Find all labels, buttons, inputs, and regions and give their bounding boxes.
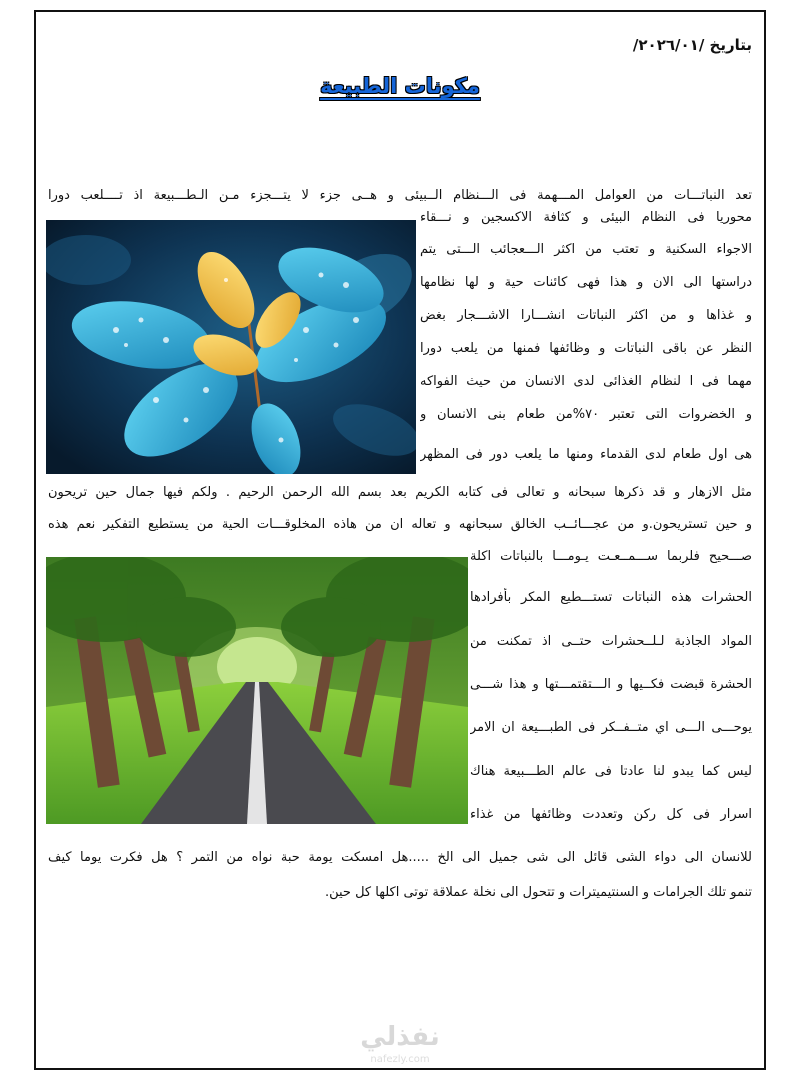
paragraph-line: مهما فى ا لنظام الغذائى لدى الانسان من حيث الفواكه	[420, 374, 752, 389]
watermark-logo: نفذلي	[360, 1022, 440, 1052]
paragraph-line: تعد النباتـــات من العوامل المـــهمة فى الـــنظام الــبيئى و هــى جزء لا يتـــجزء مـن الـطـــبيعة اذ تــــلعب دورا	[48, 188, 752, 203]
page-title: مكونات الطبيعة	[320, 74, 480, 98]
paragraph-line: مثل الازهار و قد ذكرها سبحانه و تعالى فى كتابه الكريم بعد بسم الله الرحمن الرحيم . ولكم فيها جمال حين تريحون	[48, 485, 752, 500]
paragraph-line: النظر عن باقى النباتات و وظائفها فمنها من يلعب دورا	[420, 341, 752, 356]
paragraph-line: تنمو تلك الجرامات و السنتيميترات و تتحول الى نخلة عملاقة توتى اكلها كل حين.	[324, 885, 752, 900]
paragraph-line: للانسان الى دواء الشى قائل الى شى جميل الى الخ .....هل امسكت يومة حبة نواه من التمر ؟ هل فكرت يوما كيف	[48, 850, 752, 865]
paragraph-line: المواد الجاذبة لـلــحشرات حتــى اذ تمكنت من	[470, 634, 752, 649]
paragraph-line: ليس كما يبدو لنا عادتا فى عالم الطـــبيعة هناك	[470, 764, 752, 779]
tree-road-photo	[46, 557, 468, 824]
paragraph-line: و الخضروات التى تعتبر ٧٠%من طعام بنى الانسان و	[420, 407, 752, 422]
paragraph-line: و حين تستريحون.و من عجـــائــب الخالق سبحانهه و تعاله ان من هاذه المخلوقـــات الحية من يستطيع التفكير نعم هذه	[48, 517, 752, 532]
paragraph-line: الاجواء السكنية و تعتب من اكثر الـــعجائب الـــتى يتم	[420, 242, 752, 257]
paragraph-line: هى اول طعام لدى القدماء ومنها ما يلعب دور فى المظهر	[420, 447, 752, 462]
paragraph-line: يوحـــى الـــى اي متــفــكر فى الطبـــيعة ان الامر	[470, 720, 752, 735]
document-date: بتاريخ /٢٠٢٦/٠١/	[632, 36, 752, 54]
page-border	[34, 10, 766, 1070]
paragraph-line: دراستها الى الان و هذا فهى كائنات حية و لها نظامها	[420, 275, 752, 290]
leaves-photo	[46, 220, 416, 474]
paragraph-line: اسرار فى كل ركن وتعددت وظائفها من غذاء	[470, 807, 752, 822]
paragraph-line: الحشرات هذه النباتات تستـــطيع المكر بأفرادها	[470, 590, 752, 605]
paragraph-line: صـــحيح فلربما ســـمــعـت يـومـــا بالنباتات اكلة	[470, 549, 752, 564]
title-container	[0, 74, 800, 98]
paragraph-line: الحشرة قبضت فكــيها و الـــتقتمـــتها و هذا شـــى	[470, 677, 752, 692]
paragraph-line: محوريا فى النظام البيئى و كثافة الاكسجين و نـــقاء	[420, 210, 752, 225]
paragraph-line: و غذاها و من اكثر النباتات انشـــارا الاشـــجار بغض	[420, 308, 752, 323]
watermark-url: nafezly.com	[370, 1054, 430, 1065]
